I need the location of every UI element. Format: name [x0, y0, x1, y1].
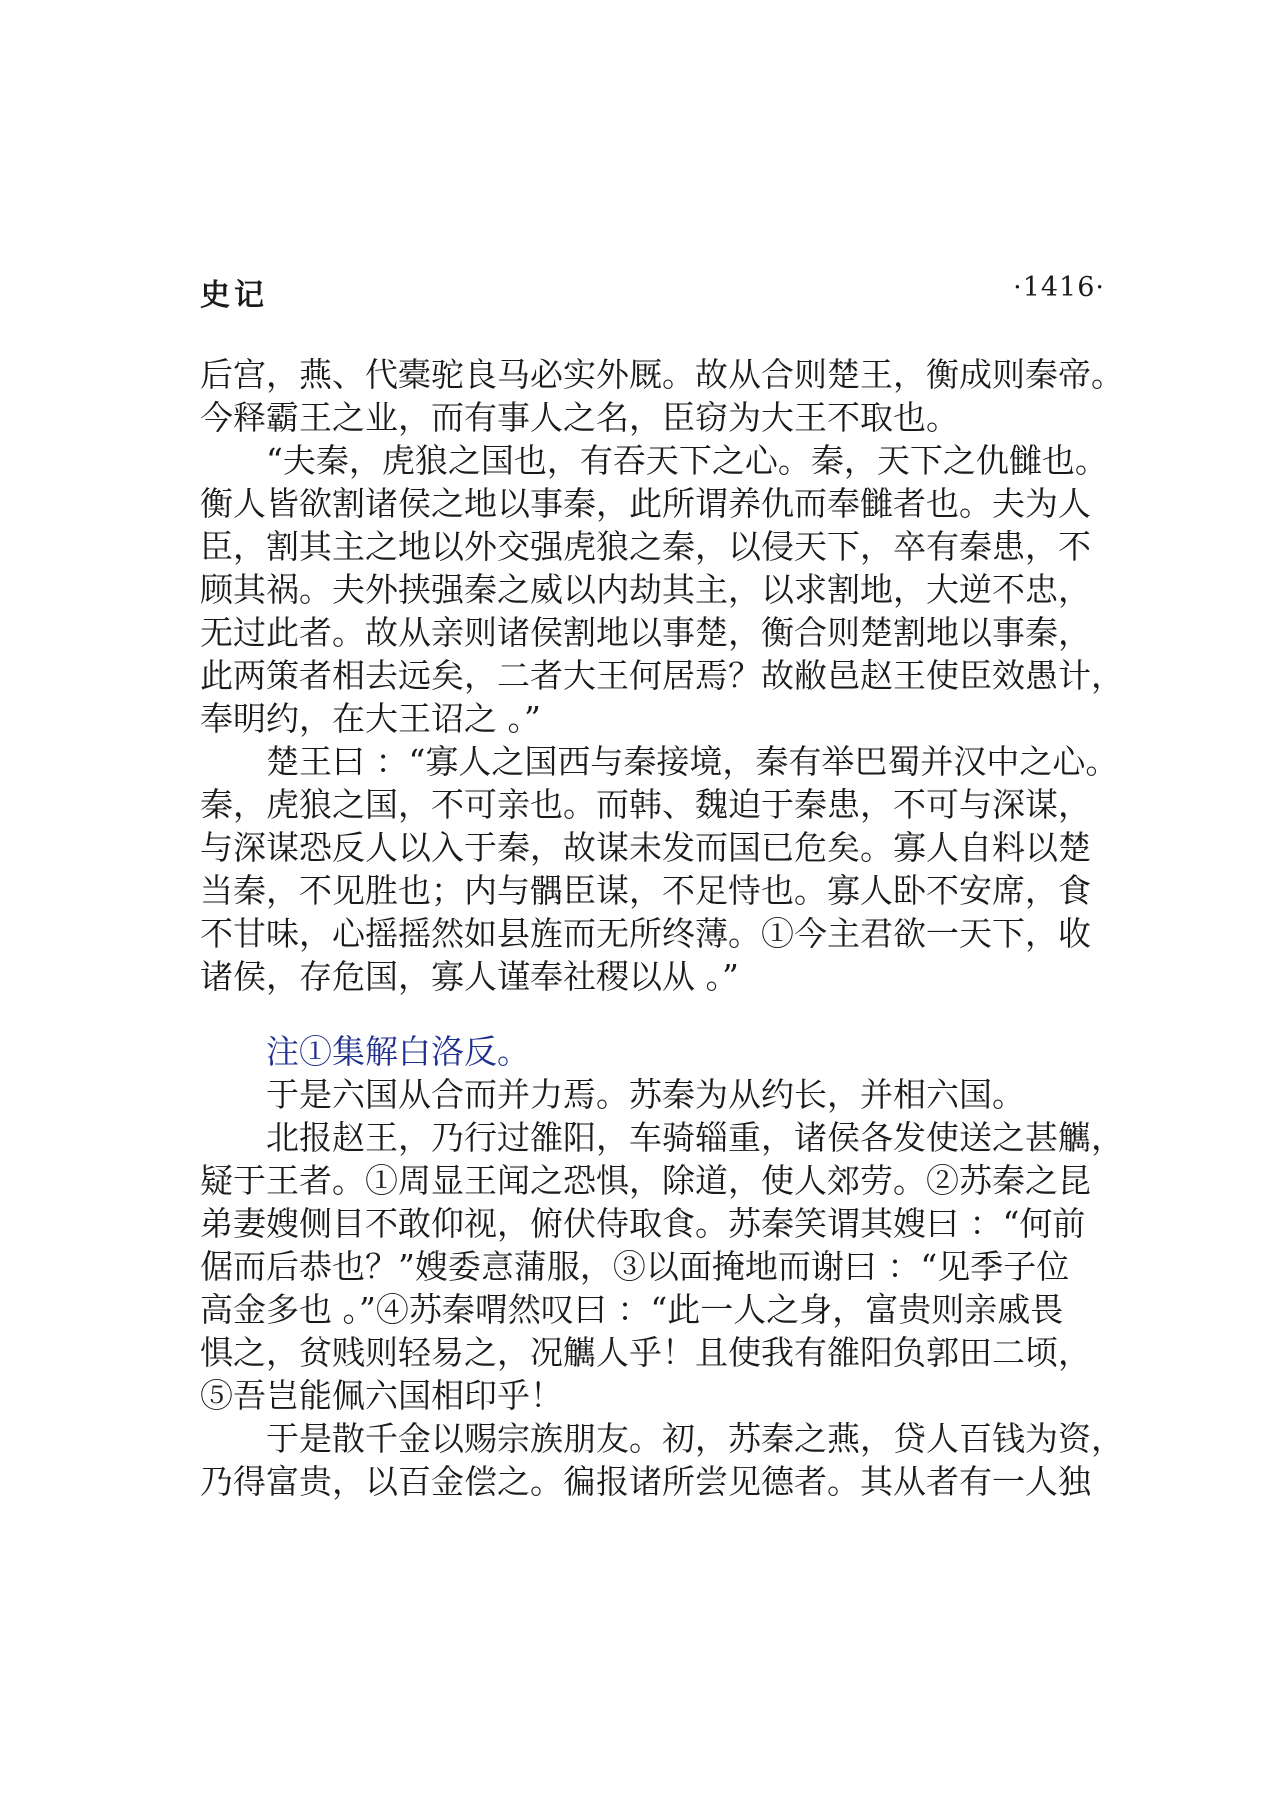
paragraph-1 [200, 353, 1124, 439]
text-line: 疑于王者。①周显王闻之恐惧，除道，使人郊劳。②苏秦之昆 [200, 1161, 1091, 1200]
body-text [200, 353, 1124, 1503]
page-header [200, 270, 1105, 313]
text-line: 秦，虎狼之国，不可亲也。而韩、魏迫于秦患，不可与深谋， [200, 785, 1091, 824]
text-line: 惧之，贫贱则轻易之，况觽人乎！且使我有雒阳负郭田二顷， [200, 1333, 1091, 1372]
text-line: 乃得富贵，以百金偿之。徧报诸所尝见德者。其从者有一人独 [200, 1462, 1091, 1501]
text-line: 奉明约，在大王诏之 。” [200, 699, 541, 738]
section-gap [200, 998, 1120, 1030]
text-line: 诸侯，存危国，寡人谨奉社稷以从 。” [200, 957, 739, 996]
paragraph-3 [200, 740, 1120, 998]
paragraph-2 [200, 439, 1124, 740]
text-line: 弟妻嫂侧目不敢仰视，俯伏侍取食。苏秦笑谓其嫂曰 ：“何前 [200, 1204, 1086, 1243]
footnote-text: 注①集解白洛反。 [266, 1032, 530, 1071]
paragraph-6 [200, 1417, 1124, 1503]
paragraph-4 [200, 1073, 1120, 1116]
text-line: 无过此者。故从亲则诸侯割地以事楚，衡合则楚割地以事秦， [200, 613, 1091, 652]
text-line: 高金多也 。”④苏秦喟然叹曰 ：“此一人之身，富贵则亲戚畏 [200, 1290, 1064, 1329]
text-line: 衡人皆欲割诸侯之地以事秦，此所谓养仇而奉雠者也。夫为人 [200, 484, 1091, 523]
page-number: ·1416· [1013, 272, 1105, 303]
text-line: ⑤吾岂能佩六国相印乎！ [200, 1376, 563, 1415]
text-line: 顾其祸。夫外挟强秦之威以内劫其主，以求割地，大逆不忠， [200, 570, 1091, 609]
text-line: “夫秦，虎狼之国也，有吞天下之心。秦，天下之仇雠也。 [266, 441, 1108, 480]
text-line: 与深谋恐反人以入于秦，故谋未发而国已危矣。寡人自料以楚 [200, 828, 1091, 867]
text-line: 此两策者相去远矣，二者大王何居焉？故敝邑赵王使臣效愚计， [200, 656, 1124, 695]
paragraph-5 [200, 1116, 1124, 1417]
text-line: 北报赵王，乃行过雒阳，车骑辎重，诸侯各发使送之甚觽， [266, 1118, 1124, 1157]
text-line: 后宫，燕、代橐驼良马必实外厩。故从合则楚王，衡成则秦帝。 [200, 355, 1124, 394]
book-title: 史记 [200, 278, 268, 313]
text-line: 于是散千金以赐宗族朋友。初，苏秦之燕，贷人百钱为资， [266, 1419, 1124, 1458]
text-line: 不甘味，心摇摇然如县旌而无所终薄。①今主君欲一天下，收 [200, 914, 1091, 953]
text-line: 倨而后恭也？”嫂委悥蒲服，③以面掩地而谢曰 ：“见季子位 [200, 1247, 1070, 1286]
text-line: 于是六国从合而并力焉。苏秦为从约长，并相六国。 [266, 1075, 1025, 1114]
footnote [200, 1030, 1120, 1073]
text-line: 臣，割其主之地以外交强虎狼之秦，以侵天下，卒有秦患，不 [200, 527, 1091, 566]
text-line: 今释霸王之业，而有事人之名，臣窃为大王不取也。 [200, 398, 959, 437]
text-line: 当秦，不见胜也；内与髃臣谋，不足恃也。寡人卧不安席，食 [200, 871, 1091, 910]
text-line: 楚王曰 ：“寡人之国西与秦接境，秦有举巴蜀并汉中之心。 [266, 742, 1119, 781]
